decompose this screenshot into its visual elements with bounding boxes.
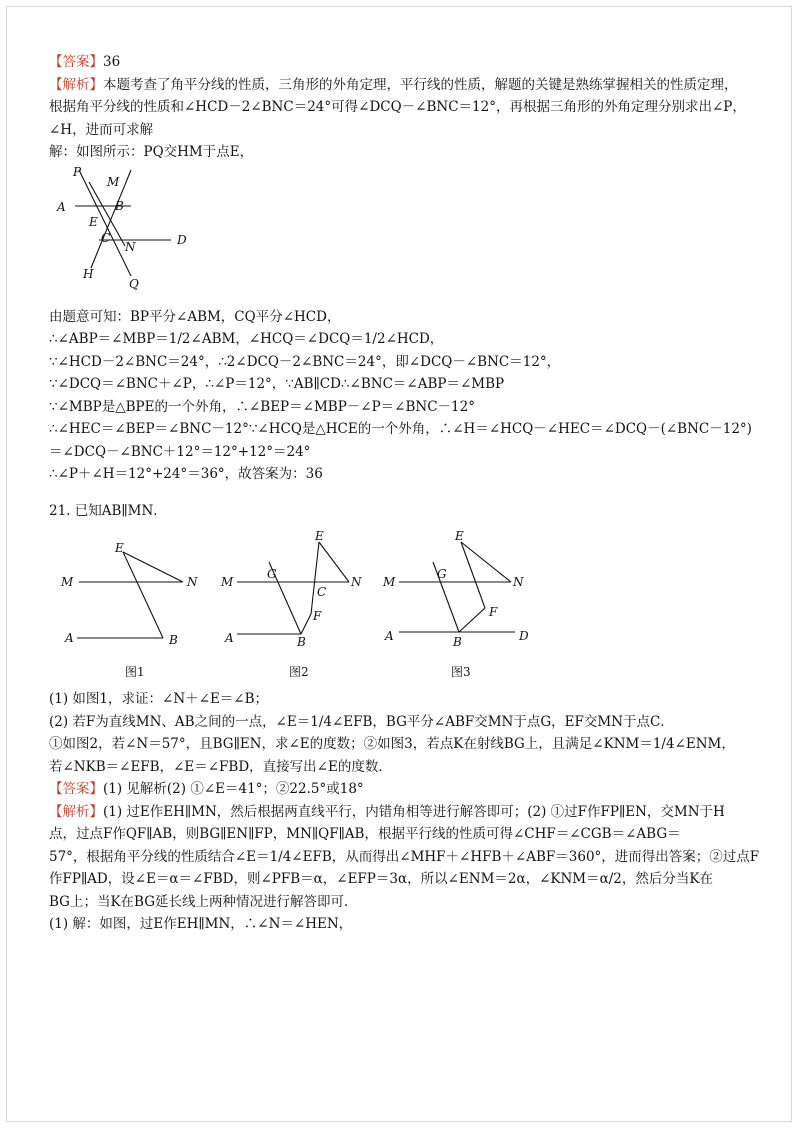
label-D: D <box>177 232 187 247</box>
fig2-label-A: A <box>225 631 234 645</box>
answer-line-2 <box>49 778 779 801</box>
solution-line-3: ∵∠HCD－2∠BNC＝24°，∴2∠DCQ－2∠BNC＝24°，即∠DCQ－∠BNC＝12°， <box>49 353 561 370</box>
answer-value-2: (1) 见解析(2) ①∠E＝41°；②22.5°或18° <box>103 781 364 797</box>
document-content <box>49 51 779 936</box>
fig2-label-C: C <box>317 585 327 599</box>
question-part-2-2: 若∠NKB＝∠EFB，∠E＝∠FBD，直接写出∠E的度数． <box>49 758 392 775</box>
analysis-line-3: ∠H，进而可求解 <box>49 121 154 138</box>
fig3-label-F: F <box>489 605 498 619</box>
answer-line-1 <box>49 51 779 74</box>
solution-line-5: ∵∠MBP是△BPE的一个外角，∴∠BEP＝∠MBP－∠P＝∠BNC－12° <box>49 398 475 415</box>
fig2-label-B: B <box>297 635 306 649</box>
solution-line-8: ∴∠P＋∠H＝12°+24°＝36°，故答案为：36 <box>49 466 323 482</box>
document-page <box>6 6 792 1122</box>
fig2-label-E: E <box>315 529 324 543</box>
solution-line-2: ∴∠ABP＝∠MBP＝1/2∠ABM，∠HCQ＝∠DCQ＝1/2∠HCD， <box>49 331 444 347</box>
answer-tag-2: 【答案】 <box>49 781 103 797</box>
line-pq <box>79 170 131 276</box>
label-Q: Q <box>129 276 139 291</box>
analysis2-line-4: 作FP∥AD，设∠E＝α＝∠FBD，则∠PFB＝α，∠EFP＝3α，所以∠ENM＝2α，∠KNM＝α/2，然后分当K在 <box>49 871 713 887</box>
caption-fig2: 图2 <box>289 665 309 679</box>
caption-fig3: 图3 <box>451 665 471 679</box>
fig2-label-G: G <box>267 567 277 581</box>
solution-line-1: 由题意可知：BP平分∠ABM，CQ平分∠HCD， <box>49 308 341 325</box>
fig3-label-B: B <box>453 635 462 649</box>
analysis2-line-5: BG上；当K在BG延长线上两种情况进行解答即可． <box>49 893 358 910</box>
fig3-label-N: N <box>513 575 524 589</box>
figure-pq-hm-svg <box>49 164 209 306</box>
fig3-label-A: A <box>385 629 394 643</box>
label-C: C <box>101 230 111 245</box>
analysis-text: 本题考查了角平分线的性质，三角形的外角定理，平行线的性质，解题的关键是熟练掌握相关的性质定理， <box>103 76 738 93</box>
fig2-label-N: N <box>351 575 362 589</box>
solution-line-6: ∴∠HEC＝∠BEP＝∠BNC－12°∵∠HCQ是△HCE的一个外角，∴∠H＝∠HCQ－∠HEC＝∠DCQ－(∠BNC－12°) <box>49 421 752 437</box>
label-A: A <box>57 199 66 214</box>
analysis-tag: 【解析】 <box>49 76 103 93</box>
figure-pq-hm <box>49 164 779 306</box>
figure-3 <box>399 542 515 632</box>
fig1-label-N: N <box>187 575 198 589</box>
question-part-1: (1) 如图1，求证：∠N＋∠E＝∠B； <box>49 691 269 707</box>
analysis-tag-2: 【解析】 <box>49 803 103 820</box>
caption-fig1: 图1 <box>125 665 145 679</box>
fig2-label-F: F <box>313 609 322 623</box>
analysis2-line-6: (1) 解：如图，过E作EH∥MN，∴∠N＝∠HEN， <box>49 916 353 932</box>
solution-line-4: ∵∠DCQ＝∠BNC＋∠P，∴∠P＝12°，∵AB∥CD∴∠BNC＝∠ABP＝∠MBP <box>49 376 505 392</box>
fig1-label-E: E <box>115 541 124 555</box>
label-M: M <box>107 174 120 189</box>
fig3-label-D: D <box>519 629 529 643</box>
figure-2 <box>237 542 349 634</box>
solution-intro: 解：如图所示：PQ交HM于点E， <box>49 144 254 160</box>
problem-21-figures <box>49 526 779 688</box>
answer-value: 36 <box>103 54 121 70</box>
analysis2-line-3: 57°，根据角平分线的性质结合∠E＝1/4∠EFB，从而得出∠MHF＋∠HFB＋∠ABF＝360°，进而得出答案；②过点F <box>49 848 760 865</box>
fig1-label-A: A <box>65 631 74 645</box>
fig1-label-B: B <box>169 633 178 647</box>
fig3-label-M: M <box>383 575 396 589</box>
fig3-label-G: G <box>437 567 447 581</box>
analysis2-line-1 <box>49 801 779 824</box>
fig2-label-M: M <box>221 575 234 589</box>
problem-21-title: 21. 已知AB∥MN． <box>49 502 167 519</box>
fig1-label-M: M <box>61 575 74 589</box>
label-H: H <box>83 266 94 281</box>
analysis-line-1 <box>49 74 779 97</box>
label-P: P <box>73 164 82 179</box>
label-N: N <box>125 239 136 254</box>
question-part-2: (2) 若F为直线MN、AB之间的一点，∠E＝1/4∠EFB，BG平分∠ABF交MN于点G，EF交MN于点C． <box>49 713 674 730</box>
label-E: E <box>89 214 98 229</box>
figure-1 <box>77 552 183 638</box>
question-part-2-1: ①如图2，若∠N＝57°，且BG∥EN，求∠E的度数；②如图3，若点K在射线BG上，且满足∠KNM＝1/4∠ENM， <box>49 736 735 752</box>
analysis2-line-2: 点，过点F作QF∥AB，则BG∥EN∥FP，MN∥QF∥AB，根据平行线的性质可得∠CHF＝∠CGB＝∠ABG＝ <box>49 826 681 842</box>
solution-line-7: ＝∠DCQ－∠BNC＋12°＝12°+12°＝24° <box>49 443 311 460</box>
analysis-line-2: 根据角平分线的性质和∠HCD－2∠BNC＝24°可得∠DCQ－∠BNC＝12°，再根据三角形的外角定理分别求出∠P， <box>49 99 746 115</box>
problem-21-figures-svg <box>49 526 569 688</box>
fig3-label-E: E <box>455 529 464 543</box>
answer-tag: 【答案】 <box>49 54 103 70</box>
analysis2-text-1: (1) 过E作EH∥MN，然后根据两直线平行，内错角相等进行解答即可；(2) ①过F作FP∥EN，交MN于H <box>103 803 725 820</box>
label-B: B <box>115 198 124 213</box>
